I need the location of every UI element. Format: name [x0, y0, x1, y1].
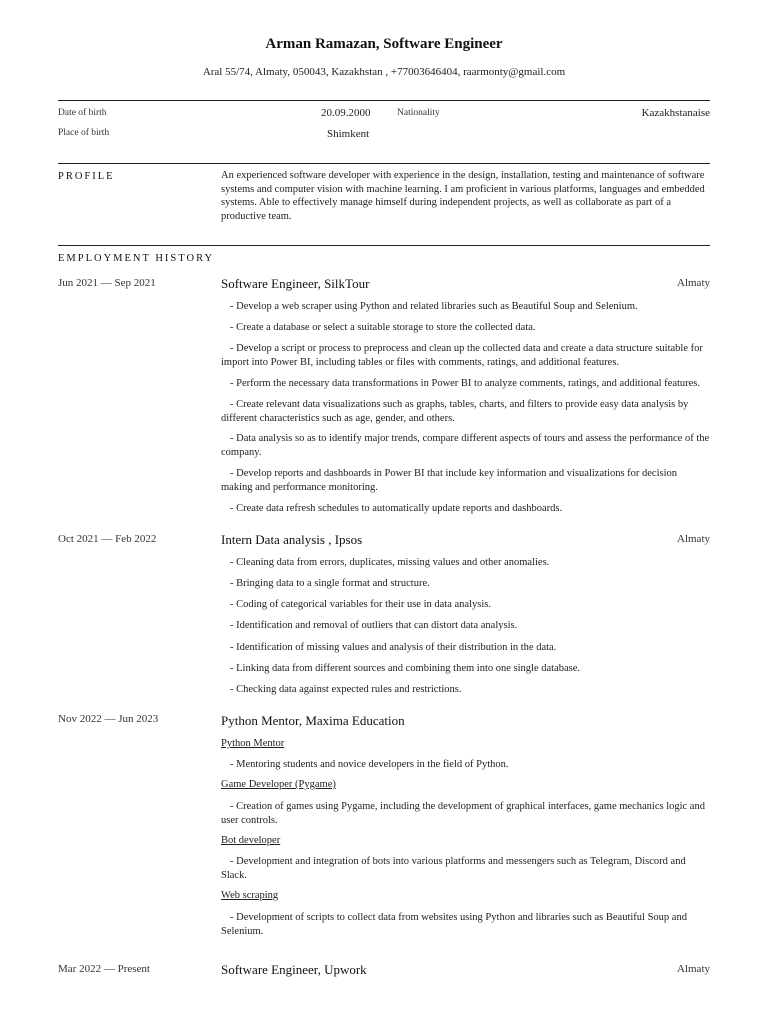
job-item: - Create a database or select a suitable storage to store the collected data.	[230, 322, 536, 333]
sub-role-heading: Game Developer (Pygame)	[221, 779, 336, 790]
job-item: - Creation of games using Pygame, including the development of graphical interfaces, game mechanics logic and user controls.	[221, 801, 705, 826]
job-dates: Mar 2022 — Present	[58, 963, 150, 975]
job-item: - Develop a script or process to preprocess and clean up the collected data and create a data structure suitable for import into Power BI, including tables or files with comments, ratings, and additional features.	[221, 343, 703, 368]
job-item: - Identification and removal of outliers that can distort data analysis.	[230, 620, 518, 631]
job-dates: Jun 2021 — Sep 2021	[58, 277, 156, 289]
profile-text: An experienced software developer with experience in the design, installation, testing and maintenance of software systems and computer vision with machine learning. I am proficient in various platforms, languages and embedded systems. Able to effectively manage himself during independent projects, as well as collaborate as part of a productive team.	[221, 170, 705, 222]
job-item: - Create data refresh schedules to automatically update reports and dashboards.	[230, 503, 563, 514]
pob-label: Place of birth	[58, 128, 110, 138]
job-location: Almaty	[677, 533, 710, 545]
job-item: - Development and integration of bots into various platforms and messengers such as Telegram, Discord and Slack.	[221, 856, 686, 881]
job-item: - Data analysis so as to identify major trends, compare different aspects of tours and assess the performance of the company.	[221, 433, 710, 458]
sub-role-heading: Python Mentor	[221, 738, 285, 749]
pob-value: Shimkent	[327, 128, 370, 140]
sub-role-heading: Bot developer	[221, 835, 281, 846]
job-item: - Linking data from different sources and combining them into one single database.	[230, 663, 581, 674]
job-title: Python Mentor, Maxima Education	[221, 713, 405, 728]
job-item: - Create relevant data visualizations such as graphs, tables, charts, and filters to provide easy data analysis by different characteristics such as age, gender, and others.	[221, 399, 689, 424]
job-item: - Develop a web scraper using Python and related libraries such as Beautiful Soup and Selenium.	[230, 301, 638, 312]
divider	[58, 163, 710, 164]
job-item: - Development of scripts to collect data from websites using Python and libraries such as Beautiful Soup and Selenium.	[221, 912, 687, 937]
divider	[58, 245, 710, 246]
resume-name-title: Arman Ramazan, Software Engineer	[265, 36, 503, 52]
job-item: - Mentoring students and novice developers in the field of Python.	[230, 759, 509, 770]
job-item: - Develop reports and dashboards in Power BI that include key information and visualizations for decision making and performance monitoring.	[221, 468, 678, 493]
job-item: - Bringing data to a single format and structure.	[230, 578, 430, 589]
dob-value: 20.09.2000	[321, 107, 371, 119]
sub-role-heading: Web scraping	[221, 890, 279, 901]
divider	[58, 100, 710, 101]
job-item: - Checking data against expected rules and restrictions.	[230, 684, 462, 695]
job-dates: Oct 2021 — Feb 2022	[58, 533, 157, 545]
job-location: Almaty	[677, 277, 710, 289]
job-item: - Perform the necessary data transformations in Power BI to analyze comments, ratings, and additional features.	[230, 378, 701, 389]
employment-heading: EMPLOYMENT HISTORY	[58, 253, 215, 264]
job-location: Almaty	[677, 963, 710, 975]
job-title: Software Engineer, SilkTour	[221, 276, 370, 291]
nationality-value: Kazakhstanaise	[641, 107, 710, 119]
job-item: - Coding of categorical variables for their use in data analysis.	[230, 599, 491, 610]
contact-line: Aral 55/74, Almaty, 050043, Kazakhstan , +77003646404, raarmonty@gmail.com	[202, 66, 566, 78]
dob-label: Date of birth	[58, 108, 107, 118]
nationality-label: Nationality	[397, 108, 440, 118]
profile-heading: PROFILE	[58, 171, 115, 182]
job-item: - Cleaning data from errors, duplicates, missing values and other anomalies.	[230, 557, 550, 568]
job-dates: Nov 2022 — Jun 2023	[58, 713, 159, 725]
job-item: - Identification of missing values and analysis of their distribution in the data.	[230, 642, 557, 653]
job-title: Intern Data analysis , Ipsos	[221, 532, 363, 547]
job-title: Software Engineer, Upwork	[221, 962, 367, 977]
